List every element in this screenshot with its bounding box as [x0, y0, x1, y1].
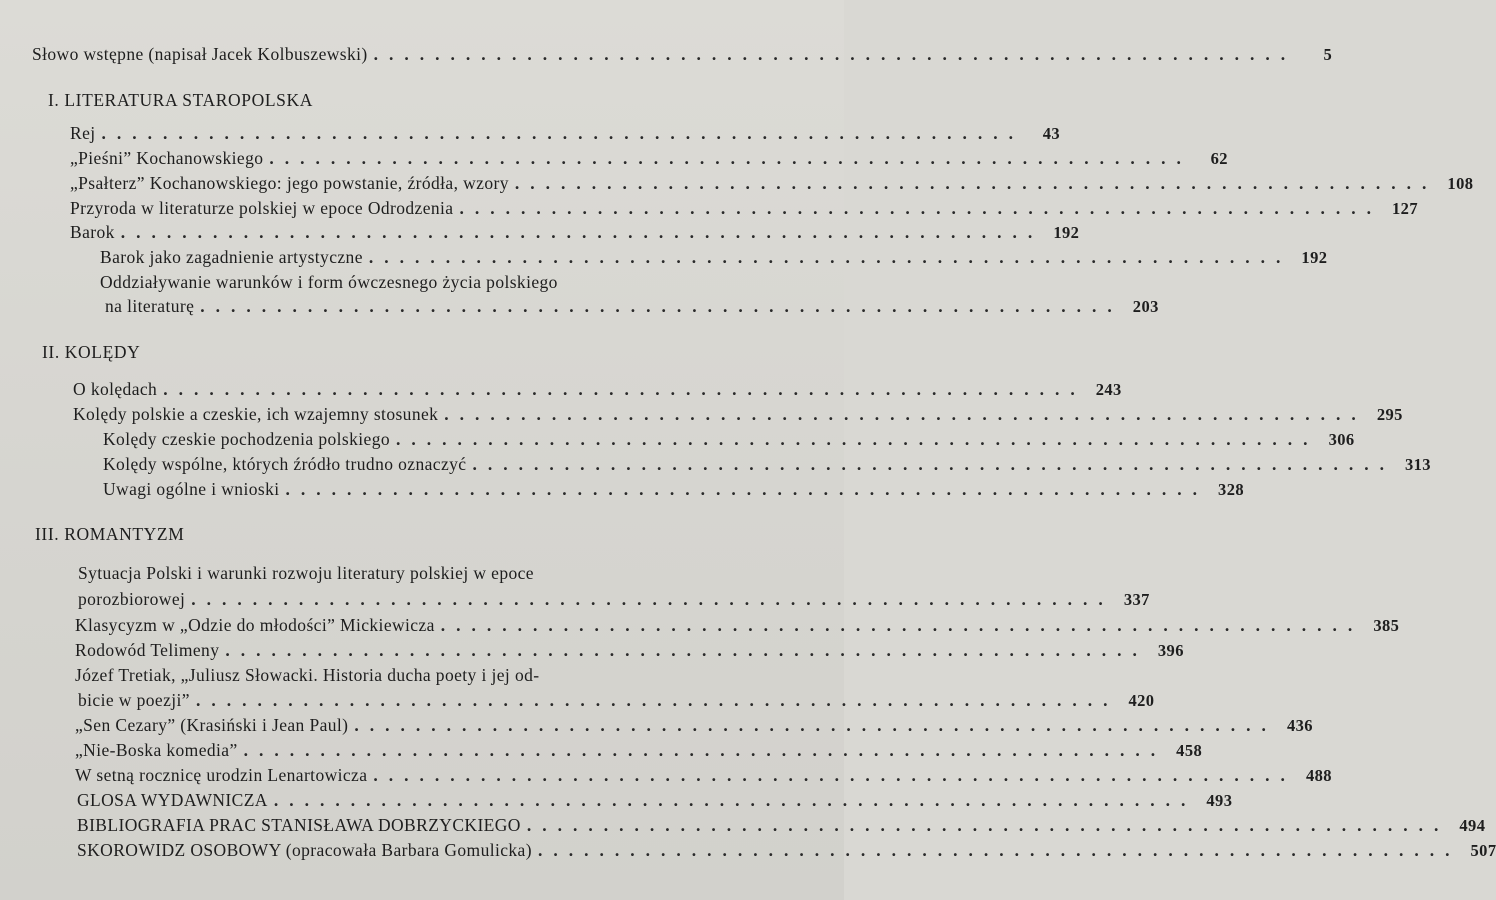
toc-entry [73, 377, 1122, 402]
toc-subentry [103, 452, 1431, 477]
dot-leader: ............................................................ [526, 815, 1450, 835]
entry-title-line: porozbiorowej [78, 589, 186, 609]
dot-leader: ............................................................ [163, 379, 1086, 399]
entry-title: Słowo wstępne (napisał Jacek Kolbuszewski) [32, 44, 368, 64]
page-number: 436 [1286, 716, 1313, 735]
dot-leader: ............................................................ [373, 44, 1297, 64]
entry-title: Uwagi ogólne i wnioski [103, 479, 280, 499]
toc-subentry [103, 427, 1355, 452]
dot-leader: ............................................................ [273, 790, 1197, 810]
page-number: 127 [1392, 199, 1418, 218]
entry-title: GLOSA WYDAWNICZA [77, 790, 268, 810]
dot-leader: ............................................................ [101, 123, 1025, 143]
entry-title: SKOROWIDZ OSOBOWY (opracowała Barbara Gomulicka) [77, 840, 532, 860]
page-number: 62 [1210, 149, 1228, 168]
toc-entry [78, 688, 1155, 713]
page-number: 396 [1157, 641, 1184, 660]
entry-title: BIBLIOGRAFIA PRAC STANISŁAWA DOBRZYCKIEGO [77, 815, 521, 835]
dot-leader: ............................................................ [200, 296, 1123, 316]
toc-entry [75, 638, 1184, 663]
dot-leader: ............................................................ [537, 840, 1461, 860]
entry-title: O kolędach [73, 379, 158, 399]
dot-leader: ............................................................ [368, 247, 1292, 267]
toc-entry [70, 146, 1228, 171]
toc-entry-preface [32, 42, 1333, 67]
page-number: 43 [1042, 124, 1061, 143]
page-number: 295 [1376, 405, 1403, 424]
page-number: 337 [1123, 590, 1150, 609]
toc-entry-skorowidz [77, 838, 1496, 863]
dot-leader: ............................................................ [444, 404, 1367, 424]
page-number: 108 [1447, 174, 1474, 193]
section-heading: II. KOLĘDY [42, 342, 141, 362]
page-number: 493 [1206, 791, 1233, 810]
entry-title-line: Oddziaływanie warunków i form ówczesnego życia polskiego [100, 272, 558, 292]
toc-subentry [105, 294, 1159, 319]
toc-entry [70, 121, 1061, 146]
entry-title: „Sen Cezary” (Krasiński i Jean Paul) [75, 715, 349, 735]
entry-title: W setną rocznicę urodzin Lenartowicza [75, 765, 368, 785]
page-number: 306 [1328, 430, 1355, 449]
dot-leader: ............................................................ [243, 740, 1167, 760]
toc-subentry [103, 477, 1244, 502]
entry-title: Klasycyzm w „Odzie do młodości” Mickiewicza [75, 615, 435, 635]
entry-title: Kolędy czeskie pochodzenia polskiego [103, 429, 391, 449]
page-number: 420 [1128, 691, 1155, 710]
dot-leader: ............................................................ [440, 615, 1364, 635]
entry-title: Rodowód Telimeny [75, 640, 220, 660]
entry-title-line: bicie w poezji” [78, 690, 190, 710]
page-number: 507 [1470, 841, 1496, 860]
dot-leader: ............................................................ [225, 640, 1148, 660]
entry-title: „Nie-Boska komedia” [75, 740, 238, 760]
page-number: 203 [1132, 297, 1159, 316]
entry-title-line: Józef Tretiak, „Juliusz Słowacki. Historia ducha poety i jej od- [75, 665, 540, 685]
page-number: 192 [1301, 248, 1328, 267]
page-number: 494 [1459, 816, 1486, 835]
page-number: 488 [1305, 766, 1332, 785]
entry-title: Przyroda w literaturze polskiej w epoce Odrodzenia [70, 198, 454, 218]
entry-title-line: na literaturę [105, 296, 195, 316]
toc-entry-bibliografia [77, 813, 1486, 838]
section-heading: III. ROMANTYZM [35, 524, 185, 544]
entry-title: „Psałterz” Kochanowskiego: jego powstanie, źródła, wzory [70, 173, 509, 193]
toc-entry [75, 738, 1203, 763]
dot-leader: ............................................................ [472, 454, 1395, 474]
dot-leader: ............................................................ [269, 148, 1192, 168]
entry-title-line: Sytuacja Polski i warunki rozwoju literatury polskiej w epoce [78, 563, 534, 583]
toc-entry [73, 402, 1403, 427]
toc-entry [75, 613, 1400, 638]
page-number: 243 [1095, 380, 1122, 399]
dot-leader: ............................................................ [373, 765, 1296, 785]
dot-leader: ............................................................ [191, 589, 1114, 609]
dot-leader: ............................................................ [120, 222, 1044, 242]
page-number: 192 [1053, 223, 1080, 242]
toc-subentry [100, 245, 1328, 270]
page-number: 458 [1176, 741, 1203, 760]
page-number: 5 [1323, 45, 1333, 64]
dot-leader: ............................................................ [514, 173, 1438, 193]
toc-entry [78, 587, 1150, 612]
entry-title: Barok [70, 222, 115, 242]
page-number: 313 [1404, 455, 1431, 474]
toc-entry-glosa [77, 788, 1233, 813]
entry-title: „Pieśni” Kochanowskiego [70, 148, 264, 168]
section-heading: I. LITERATURA STAROPOLSKA [48, 90, 313, 110]
page-number: 328 [1218, 480, 1244, 499]
dot-leader: ............................................................ [285, 479, 1208, 499]
toc-entry [75, 713, 1313, 738]
dot-leader: ............................................................ [396, 429, 1319, 449]
toc-entry [70, 171, 1474, 196]
entry-title: Kolędy polskie a czeskie, ich wzajemny stosunek [73, 404, 439, 424]
entry-title: Kolędy wspólne, których źródło trudno oznaczyć [103, 454, 467, 474]
entry-title: Rej [70, 123, 96, 143]
toc-entry [70, 196, 1418, 221]
entry-title: Barok jako zagadnienie artystyczne [100, 247, 363, 267]
toc-entry [70, 220, 1080, 245]
dot-leader: ............................................................ [459, 198, 1382, 218]
page-number: 385 [1373, 616, 1400, 635]
dot-leader: ............................................................ [354, 715, 1277, 735]
toc-entry [75, 763, 1332, 788]
dot-leader: ............................................................ [195, 690, 1119, 710]
